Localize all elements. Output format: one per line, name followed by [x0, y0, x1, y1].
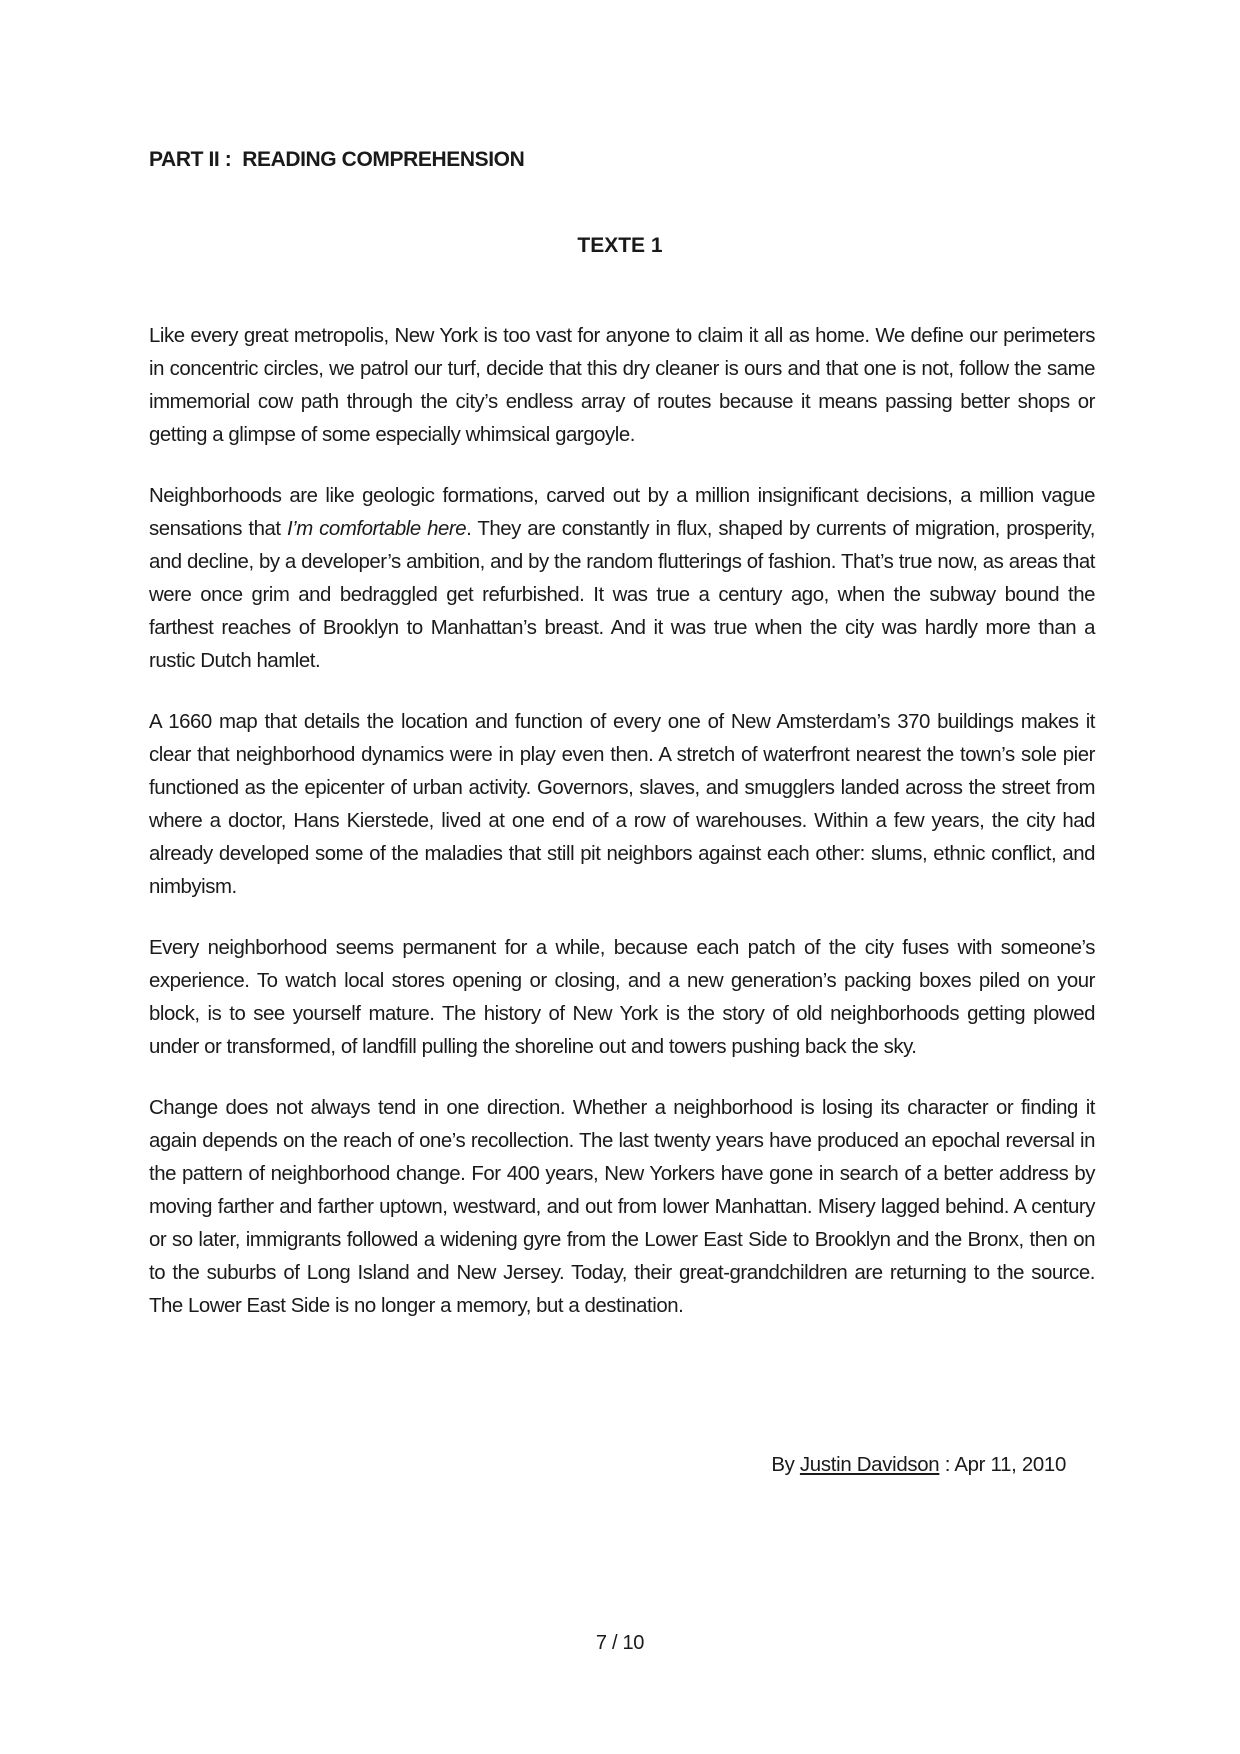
- paragraph-3: A 1660 map that details the location and function of every one of New Amsterdam’s 370 buildings makes it clear that neighborhood dynamics were in play even then. A stretch of waterfront nearest the town’s sole pier functioned as the epicenter of urban activity. Governors, slaves, and smugglers landed across the street from where a doctor, Hans Kierstede, lived at one end of a row of warehouses. Within a few years, the city had already developed some of the maladies that still pit neighbors against each other: slums, ethnic conflict, and nimbyism.: [149, 711, 1095, 898]
- byline: [771, 1454, 1066, 1477]
- page-number: 7 / 10: [595, 1632, 645, 1654]
- text-title: TEXTE 1: [577, 234, 663, 257]
- paragraph-2: [149, 480, 1095, 678]
- article-body: [149, 320, 1095, 1351]
- paragraph-2-italic-phrase: I’m comfortable here: [286, 518, 467, 540]
- part-heading: PART II : READING COMPREHENSION: [149, 148, 525, 171]
- paragraph-2-text-start: Neighborhoods are like geologic formations, carved out by a million insignificant decisions, a million vague sensations that: [149, 485, 1095, 540]
- byline-separator: :: [939, 1454, 955, 1476]
- byline-prefix: By: [771, 1454, 800, 1476]
- paragraph-2-text-end: . They are constantly in flux, shaped by currents of migration, prosperity, and decline, by a developer’s ambition, and by the random flutterings of fashion. That’s true now, as areas that were once grim and bedraggled get refurbished. It was true a century ago, when the subway bound the farthest reaches of Brooklyn to Manhattan’s breast. And it was true when the city was hardly more than a rustic Dutch hamlet.: [149, 518, 1096, 672]
- byline-author-link[interactable]: Justin Davidson: [799, 1454, 940, 1476]
- paragraph-5: Change does not always tend in one direction. Whether a neighborhood is losing its character or finding it again depends on the reach of one’s recollection. The last twenty years have produced an epochal reversal in the pattern of neighborhood change. For 400 years, New Yorkers have gone in search of a better address by moving farther and farther uptown, westward, and out from lower Manhattan. Misery lagged behind. A century or so later, immigrants followed a widening gyre from the Lower East Side to Brooklyn and the Bronx, then on to the suburbs of Long Island and New Jersey. Today, their great-grandchildren are returning to the source. The Lower East Side is no longer a memory, but a destination.: [149, 1097, 1095, 1317]
- paragraph-1: Like every great metropolis, New York is too vast for anyone to claim it all as home. We define our perimeters in concentric circles, we patrol our turf, decide that this dry cleaner is ours and that one is not, follow the same immemorial cow path through the city’s endless array of routes because it means passing better shops or getting a glimpse of some especially whimsical gargoyle.: [149, 325, 1095, 446]
- paragraph-4: Every neighborhood seems permanent for a while, because each patch of the city fuses with someone’s experience. To watch local stores opening or closing, and a new generation’s packing boxes piled on your block, is to see yourself mature. The history of New York is the story of old neighborhoods getting plowed under or transformed, of landfill pulling the shoreline out and towers pushing back the sky.: [149, 937, 1095, 1058]
- byline-date: Apr 11, 2010: [954, 1454, 1066, 1476]
